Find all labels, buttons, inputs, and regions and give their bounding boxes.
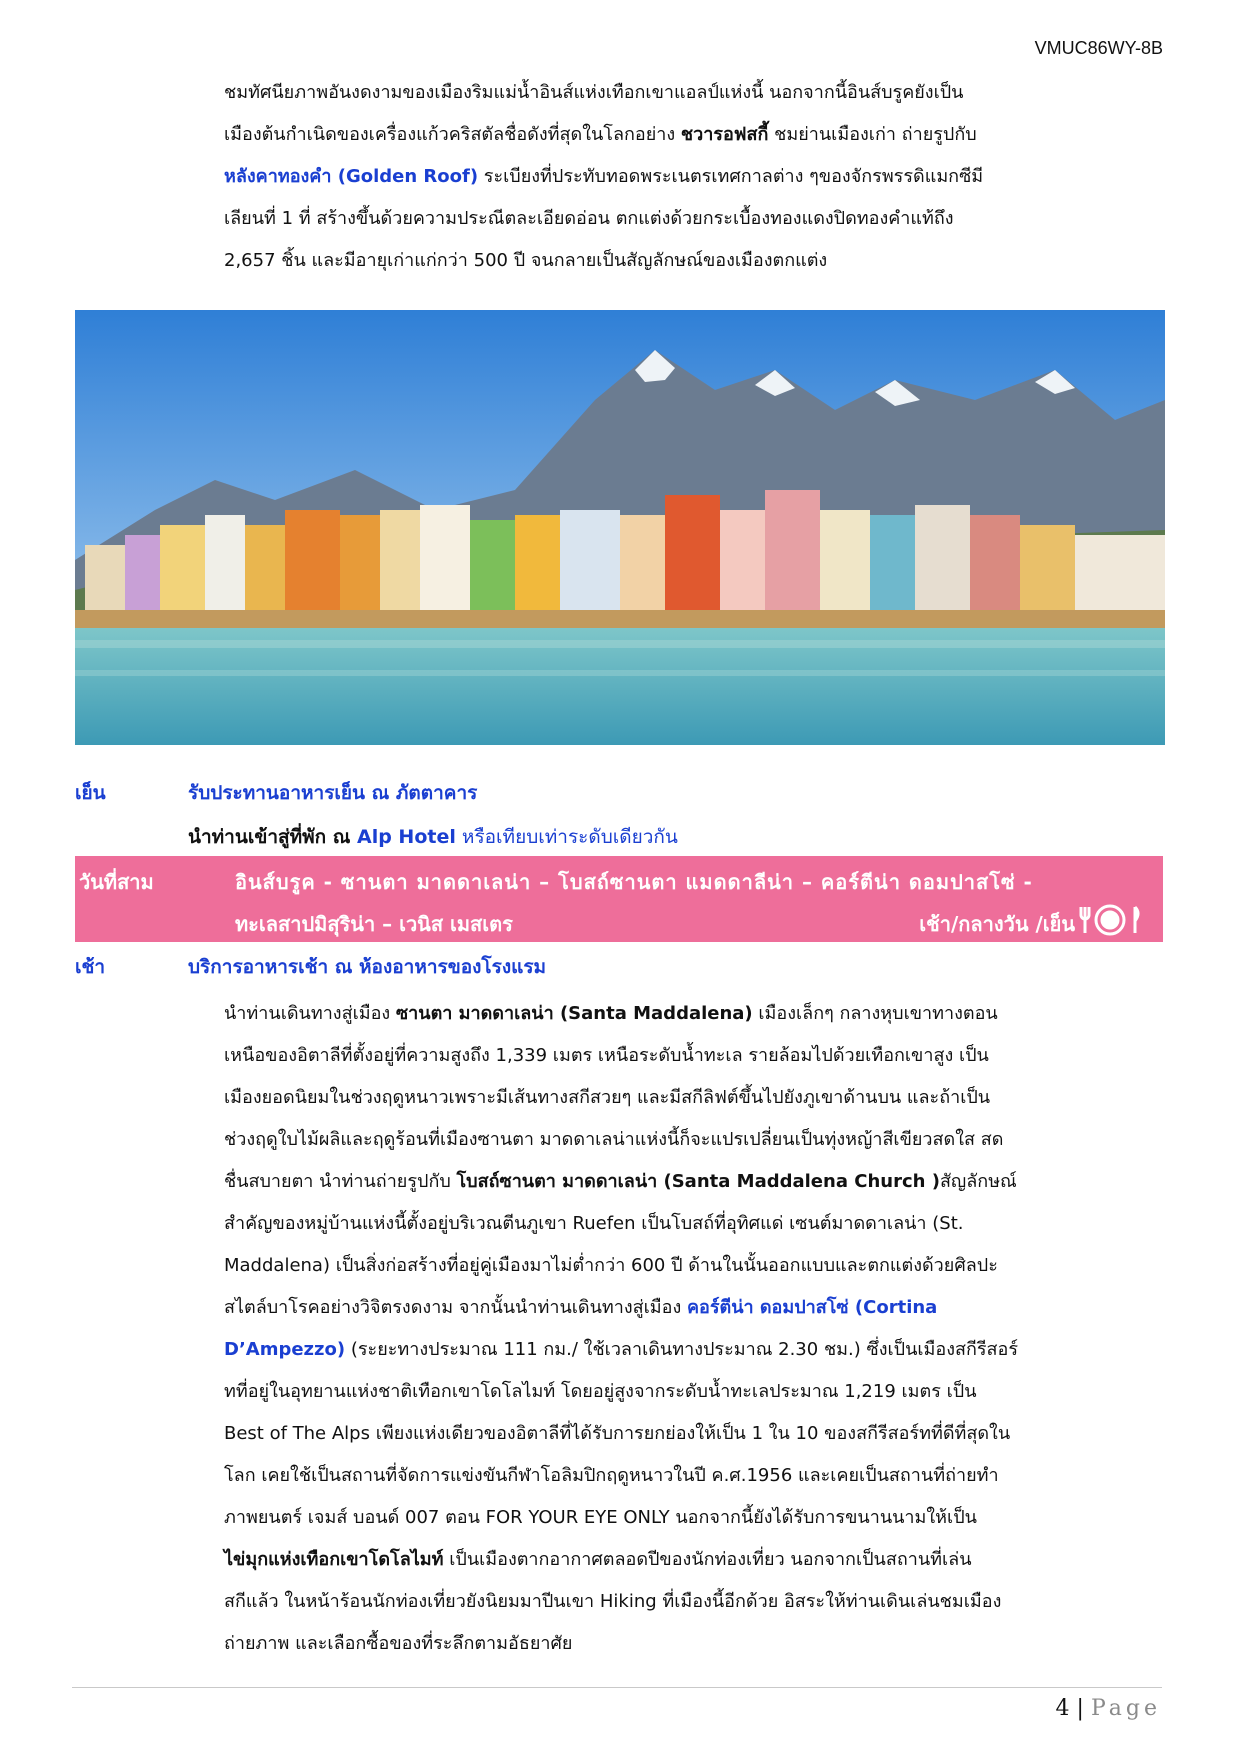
- footer-divider: [72, 1687, 1162, 1688]
- intro-paragraph: [224, 72, 1160, 282]
- innsbruck-riverside-photo: [75, 310, 1165, 745]
- body-line: Best of The Alps เพียงแห่งเดียวของอิตาลีที่ได้รับการยกย่องให้เป็น 1 ใน 10 ของสกีรีสอร์ทที่ดีที่สุดใน: [224, 1423, 1011, 1444]
- body-line: ภาพยนตร์ เจมส์ บอนด์ 007 ตอน FOR YOUR EYE ONLY นอกจากนี้ยังได้รับการขนานนามให้เป็น: [224, 1507, 977, 1528]
- page-number: 4 | Page: [1055, 1696, 1161, 1721]
- body-line: สกีแล้ว ในหน้าร้อนนักท่องเที่ยวยังนิยมมาปีนเขา Hiking ที่เมืองนี้อีกด้วย อิสระให้ท่านเดินเล่นชมเมือง: [224, 1591, 1002, 1612]
- body-line: ไข่มุกแห่งเทือกเขาโดโลไมท์ เป็นเมืองตากอากาศตลอดปีของนักท่องเที่ยว นอกจากเป็นสถานที่เล่น: [224, 1549, 972, 1570]
- body-line: สำคัญของหมู่บ้านแห่งนี้ตั้งอยู่บริเวณตีนภูเขา Ruefen เป็นโบสถ์ที่อุทิศแด่ เซนต์มาดดาเลน่า (St.: [224, 1213, 964, 1234]
- body-line: เมืองยอดนิยมในช่วงฤดูหนาวเพราะมีเส้นทางสกีสวยๆ และมีสกีลิฟต์ขึ้นไปยังภูเขาด้านบน และถ้าเป็น: [224, 1087, 991, 1108]
- route-line-2: ทะเลสาปมิสุริน่า – เวนิส เมสเตร: [235, 912, 513, 936]
- body-line: ถ่ายภาพ และเลือกซื้อของที่ระลึกตามอัธยาศัย: [224, 1633, 573, 1654]
- meal-plate-icon: [1077, 903, 1143, 941]
- intro-line: 2,657 ชิ้น และมีอายุเก่าแก่กว่า 500 ปี จนกลายเป็นสัญลักษณ์ของเมืองตกแต่ง: [224, 250, 828, 271]
- day-label: วันที่สาม: [79, 870, 154, 894]
- hotel-line: นำท่านเข้าสู่ที่พัก ณ Alp Hotel หรือเทียบเท่าระดับเดียวกัน: [188, 826, 678, 848]
- meals-text: เช้า/กลางวัน /เย็น: [919, 912, 1075, 936]
- route-line-1: อินส์บรูค - ซานตา มาดดาเลน่า – โบสถ์ซานตา แมดดาลีน่า – คอร์ตีน่า ดอมปาสโซ่ -: [235, 870, 1033, 894]
- document-code: VMUC86WY-8B: [1034, 38, 1163, 58]
- body-line: ช่วงฤดูใบไม้ผลิและฤดูร้อนที่เมืองซานตา มาดดาเลน่าแห่งนี้ก็จะแปรเปลี่ยนเป็นทุ่งหญ้าสีเขียวสดใส สด: [224, 1129, 1004, 1150]
- day-three-banner: [75, 856, 1163, 942]
- intro-line: ชมทัศนียภาพอันงดงามของเมืองริมแม่น้ำอินส์แห่งเทือกเขาแอลป์แห่งนี้ นอกจากนี้อินส์บรูคยังเป็น: [224, 82, 964, 103]
- intro-line: เมืองต้นกำเนิดของเครื่องแก้วคริสตัลชื่อดังที่สุดในโลกอย่าง ชวารอฟสกี้ ชมย่านเมืองเก่า ถ่ายรูปกับ: [224, 124, 977, 145]
- breakfast-text: บริการอาหารเช้า ณ ห้องอาหารของโรงแรม: [188, 956, 547, 978]
- breakfast-label: เช้า: [75, 956, 106, 978]
- body-line: นำท่านเดินทางสู่เมือง ซานตา มาดดาเลน่า (Santa Maddalena) เมืองเล็กๆ กลางหุบเขาทางตอน: [224, 1003, 998, 1024]
- body-line: เหนือของอิตาลีที่ตั้งอยู่ที่ความสูงถึง 1,339 เมตร เหนือระดับน้ำทะเล รายล้อมไปด้วยเทือกเขาสูง เป็น: [224, 1045, 989, 1066]
- body-line: สไตล์บาโรคอย่างวิจิตรงดงาม จากนั้นนำท่านเดินทางสู่เมือง คอร์ตีน่า ดอมปาสโซ่ (Cortina: [224, 1297, 938, 1318]
- body-line: D’Ampezzo) (ระยะทางประมาณ 111 กม./ ใช้เวลาเดินทางประมาณ 2.30 ชม.) ซึ่งเป็นเมืองสกีรีสอร์: [224, 1339, 1019, 1360]
- dinner-text: รับประทานอาหารเย็น ณ ภัตตาคาร: [188, 782, 478, 804]
- intro-line: เลียนที่ 1 ที่ สร้างขึ้นด้วยความประณีตละเอียดอ่อน ตกแต่งด้วยกระเบื้องทองแดงปิดทองคำแท้ถึง: [224, 208, 954, 229]
- body-line: โลก เคยใช้เป็นสถานที่จัดการแข่งขันกีฬาโอลิมปิกฤดูหนาวในปี ค.ศ.1956 และเคยเป็นสถานที่ถ่ายทำ: [224, 1465, 999, 1486]
- dinner-label: เย็น: [75, 782, 106, 804]
- body-line: Maddalena) เป็นสิ่งก่อสร้างที่อยู่คู่เมืองมาไม่ต่ำกว่า 600 ปี ด้านในนั้นออกแบบและตกแต่งด้วยศิลปะ: [224, 1255, 998, 1276]
- body-line: ชื่นสบายตา นำท่านถ่ายรูปกับ โบสถ์ซานตา มาดดาเลน่า (Santa Maddalena Church )สัญลักษณ์: [224, 1171, 1017, 1192]
- body-line: ทที่อยู่ในอุทยานแห่งชาติเทือกเขาโดโลไมท์ โดยอยู่สูงจากระดับน้ำทะเลประมาณ 1,219 เมตร เป็น: [224, 1381, 977, 1402]
- intro-line: หลังคาทองคำ (Golden Roof) ระเบียงที่ประทับทอดพระเนตรเทศกาลต่าง ๆของจักรพรรดิแมกซีมี: [224, 166, 984, 187]
- day3-description: [224, 993, 1160, 1665]
